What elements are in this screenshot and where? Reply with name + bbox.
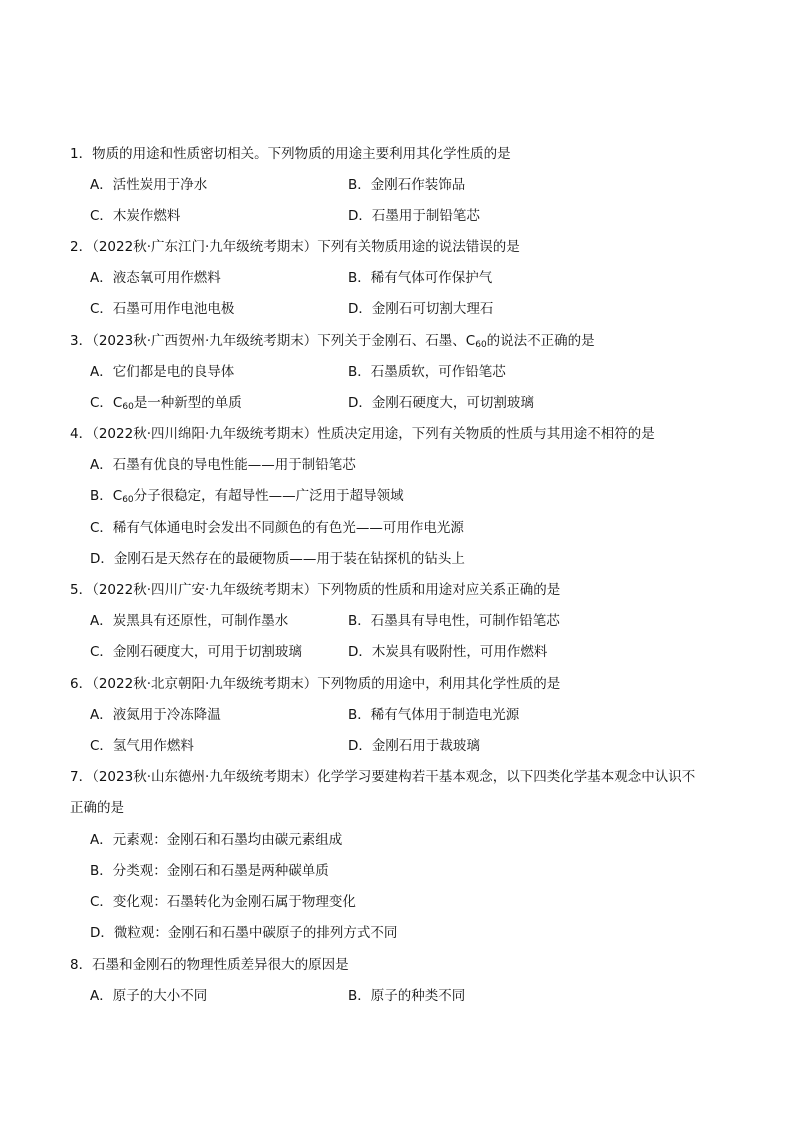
question-3-stem-subscript: 60 xyxy=(475,340,487,350)
question-4-option-b-pre: B．C xyxy=(90,488,123,504)
question-6-option-a: A．液氮用于冷冻降温 xyxy=(90,707,221,723)
question-3-option-c-subscript: 60 xyxy=(122,402,134,412)
question-5-stem: 5．（2022秋·四川广安·九年级统考期末）下列物质的性质和用途对应关系正确的是 xyxy=(70,582,561,598)
question-8-option-b: B．原子的种类不同 xyxy=(348,988,466,1004)
question-4-option-b-post: 分子很稳定，有超导性——广泛用于超导领域 xyxy=(133,488,404,504)
question-3-stem-pre: 3．（2023秋·广西贺州·九年级统考期末）下列关于金刚石、石墨、C xyxy=(70,333,476,349)
question-4-stem: 4．（2022秋·四川绵阳·九年级统考期末）性质决定用途，下列有关物质的性质与其用途不相符的是 xyxy=(70,426,655,442)
question-3-stem-post: 的说法不正确的是 xyxy=(486,333,595,349)
question-4-option-b xyxy=(90,486,404,506)
question-5-option-c: C．金刚石硬度大，可用于切割玻璃 xyxy=(90,644,302,660)
question-8-option-a: A．原子的大小不同 xyxy=(90,988,208,1004)
question-1-option-b: B．金刚石作装饰品 xyxy=(348,177,466,193)
question-2-option-b: B．稀有气体可作保护气 xyxy=(348,270,493,286)
question-5-option-a: A．炭黑具有还原性，可制作墨水 xyxy=(90,613,289,629)
question-8-stem: 8．石墨和金刚石的物理性质差异很大的原因是 xyxy=(70,957,349,973)
question-3-option-c xyxy=(90,393,242,413)
question-7-stem: 7．（2023秋·山东德州·九年级统考期末）化学学习要建构若干基本观念，以下四类化学基本观念中认识不 xyxy=(70,769,696,785)
question-2-option-d: D．金刚石可切割大理石 xyxy=(348,301,494,317)
question-5-option-d: D．木炭具有吸附性，可用作燃料 xyxy=(348,644,548,660)
question-1-option-d: D．石墨用于制铅笔芯 xyxy=(348,208,480,224)
question-7-option-b: B．分类观：金刚石和石墨是两种碳单质 xyxy=(90,863,329,879)
question-2-stem: 2．（2022秋·广东江门·九年级统考期末）下列有关物质用途的说法错误的是 xyxy=(70,239,520,255)
question-1-stem: 1．物质的用途和性质密切相关。下列物质的用途主要利用其化学性质的是 xyxy=(70,146,511,162)
question-3-option-a: A．它们都是电的良导体 xyxy=(90,364,235,380)
question-3-option-d: D．金刚石硬度大，可切割玻璃 xyxy=(348,395,534,411)
question-2-option-c: C．石墨可用作电池电极 xyxy=(90,301,235,317)
question-6-option-b: B．稀有气体用于制造电光源 xyxy=(348,707,520,723)
question-4-option-b-subscript: 60 xyxy=(122,495,134,505)
question-5-option-b: B．石墨具有导电性，可制作铅笔芯 xyxy=(348,613,560,629)
question-3-option-c-pre: C．C xyxy=(90,395,123,411)
question-3-option-b: B．石墨质软，可作铅笔芯 xyxy=(348,364,506,380)
question-1-option-c: C．木炭作燃料 xyxy=(90,208,181,224)
question-7-option-d: D．微粒观：金刚石和石墨中碳原子的排列方式不同 xyxy=(90,925,398,941)
question-4-option-c: C．稀有气体通电时会发出不同颜色的有色光——可用作电光源 xyxy=(90,520,464,536)
question-1-option-a: A．活性炭用于净水 xyxy=(90,177,208,193)
question-3-option-c-post: 是一种新型的单质 xyxy=(133,395,242,411)
question-6-stem: 6．（2022秋·北京朝阳·九年级统考期末）下列物质的用途中，利用其化学性质的是 xyxy=(70,676,561,692)
question-6-option-d: D．金刚石用于裁玻璃 xyxy=(348,738,480,754)
question-7-option-a: A．元素观：金刚石和石墨均由碳元素组成 xyxy=(90,832,343,848)
question-7-option-c: C．变化观：石墨转化为金刚石属于物理变化 xyxy=(90,894,356,910)
question-4-option-a: A．石墨有优良的导电性能——用于制铅笔芯 xyxy=(90,457,356,473)
question-3-stem xyxy=(70,331,595,351)
question-6-option-c: C．氢气用作燃料 xyxy=(90,738,194,754)
question-7-stem-continued: 正确的是 xyxy=(70,800,124,816)
question-4-option-d: D．金刚石是天然存在的最硬物质——用于装在钻探机的钻头上 xyxy=(90,551,465,567)
question-2-option-a: A．液态氧可用作燃料 xyxy=(90,270,221,286)
